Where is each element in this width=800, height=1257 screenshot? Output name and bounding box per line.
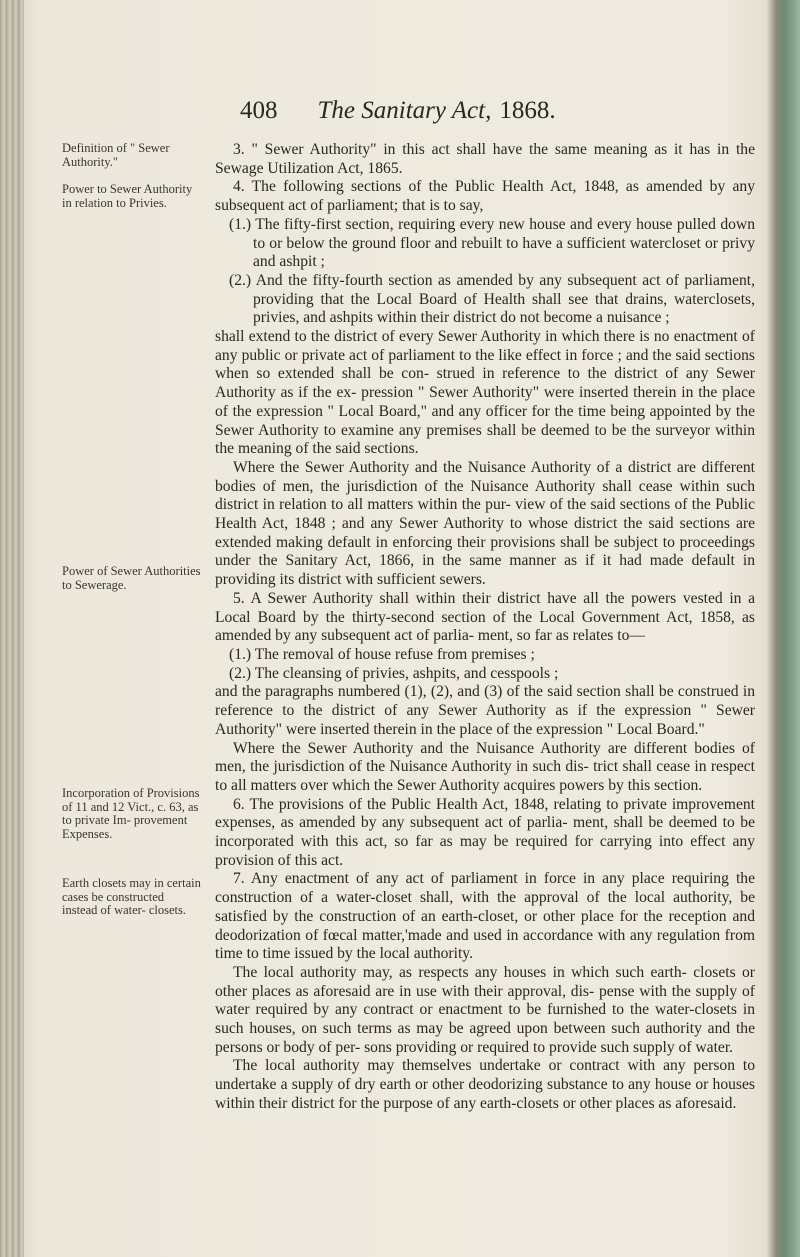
section-5: 5. A Sewer Authority shall within their district have all the powers vested in a Local Board by the thirty-second section of the Local Government Act, 1858, as amended by any subsequent act of parlia- ment, so far as relates to— (215, 589, 755, 645)
margin-note-earth-closets: Earth closets may in certain cases be constructed instead of water- closets. (62, 876, 201, 917)
section-5-item-1: (1.) The removal of house refuse from premises ; (229, 645, 535, 663)
section-7-paragraph-3: The local authority may themselves undertake or contract with any person to undertake a supply of dry earth or other deodorizing substance to any house or houses within their district for the purpose of any earth-closets or other places as aforesaid. (215, 1057, 755, 1112)
page-binding-edge (0, 0, 24, 1257)
section-text (215, 141, 755, 1114)
section-7: 7. Any enactment of any act of parliament in force in any place requiring the construction of a water-closet shall, with the approval of the local authority, be satisfied by the construction of an earth-closet, or other place for the reception and deodorization of fœcal matter,'made and used in accordance with any regulation from time to time issued by the local authority. (215, 870, 755, 963)
page-number: 408 (240, 97, 278, 124)
section-3: 3. " Sewer Authority" in this act shall have the same meaning as it has in the Sewage Utilization Act, 1865. (215, 141, 755, 177)
section-4-item-2: (2.) And the fifty-fourth section as amended by any subsequent act of parliament, providing that the Local Board of Health shall see that drains, waterclosets, privies, and ashpits within their district do not become a nuisance ; (229, 271, 755, 327)
section-5-where: Where the Sewer Authority and the Nuisance Authority are different bodies of men, the jurisdiction of the Nuisance Authority in such dis- trict shall cease in respect to all matters over which the Sewer Authority acquires powers by this section. (215, 739, 755, 794)
section-4: 4. The following sections of the Public Health Act, 1848, as amended by any subsequent act of parliament; that is to say, (215, 178, 755, 215)
margin-note-incorporation: Incorporation of Provisions of 11 and 12 Vict., c. 63, as to private Im- provement Expenses. (62, 786, 200, 841)
margin-note-sewerage: Power of Sewer Authorities to Sewerage. (62, 564, 201, 592)
section-4-continuation: shall extend to the district of every Sewer Authority in which there is no enactment of any public or private act of parliament to the like effect in force ; and the said sections when so extended shall be con- strued in reference to the district of any Sewer Authority as if the ex- pression " Sewer Authority" were inserted therein in the place of the expression " Local Board," and any officer for the time being appointed by the Sewer Authority to examine any premises shall be deemed to be the surveyor within the meaning of the said sections. (215, 328, 755, 458)
section-6: 6. The provisions of the Public Health Act, 1848, relating to private improvement expenses, as amended by any subsequent act of parlia- ment, shall be deemed to be incorporated with this act, so far as may be required for carrying into effect any provision of this act. (215, 795, 755, 869)
section-5-item-2: (2.) The cleansing of privies, ashpits, and cesspools ; (229, 664, 559, 682)
section-4-where: Where the Sewer Authority and the Nuisance Authority of a district are different bodies of men, the jurisdiction of the Nuisance Authority shall cease within such district in relation to all matters within the pur- view of the said sections of the Public Health Act, 1848 ; and any Sewer Authority to whose district the said sections are extended making default in enforcing their provisions shall be subject to proceedings under the Sanitary Act, 1866, in the same manner as if it had made default in providing its district with sufficient sewers. (215, 458, 755, 589)
page-right-edge (766, 0, 800, 1257)
section-7-paragraph-2: The local authority may, as respects any houses in which such earth- closets or other places as aforesaid are in use with their approval, dis- pense with the supply of water required by any contract or enactment to be furnished to the water-closets in such houses, on such terms as may be agreed upon between such authority and the persons or body of per- sons providing or required to provide such supply of water. (215, 963, 755, 1056)
margin-note-sewer-authority: Definition of " Sewer Authority." (62, 141, 170, 169)
running-year: 1868. (499, 97, 556, 124)
running-title: The Sanitary Act, (317, 97, 492, 124)
section-5-continuation: and the paragraphs numbered (1), (2), and (3) of the said section shall be construed in reference to the district of any Sewer Authority as if the expression " Sewer Authority" were inserted therein in the place of the expression " Local Board." (215, 683, 755, 738)
running-header (240, 97, 710, 137)
margin-note-privies: Power to Sewer Authority in relation to Privies. (62, 182, 193, 210)
section-4-item-1: (1.) The fifty-first section, requiring every new house and every house pulled down to or below the ground floor and rebuilt to have a sufficient watercloset or privy and ashpit ; (229, 215, 755, 271)
